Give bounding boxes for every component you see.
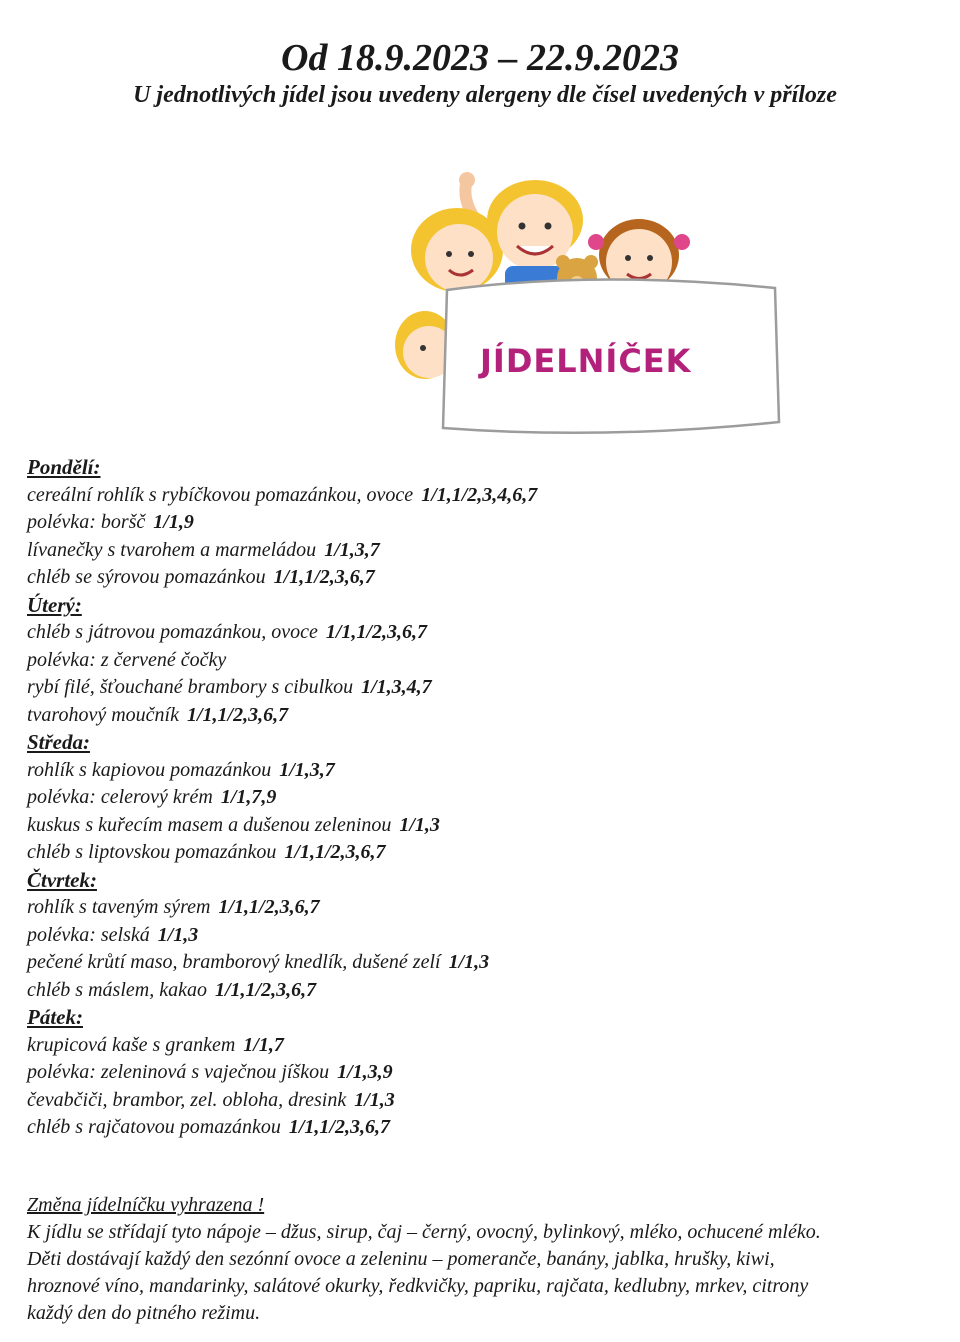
dish-name: cereální rohlík s rybíčkovou pomazánkou, ovoce (27, 483, 414, 506)
menu-item (27, 757, 537, 785)
allergen-codes: 1/1,1/2,3,6,7 (284, 841, 386, 863)
menu-item (27, 674, 537, 702)
dish-name: kuskus s kuřecím masem a dušenou zeleninou (27, 813, 392, 836)
allergen-codes: 1/1,3,7 (324, 538, 380, 561)
menu-item (27, 647, 537, 675)
dish-name: polévka: z červené čočky (27, 648, 227, 671)
menu-item (27, 812, 537, 840)
allergen-codes: 1/1,3,9 (337, 1061, 393, 1083)
dish-name: chléb s liptovskou pomazánkou (27, 841, 277, 863)
day-heading: Úterý: (27, 592, 82, 617)
page-title: Od 18.9.2023 – 22.9.2023 (281, 37, 679, 79)
allergen-codes: 1/1,3,7 (279, 758, 335, 781)
allergen-codes: 1/1,3,4,7 (361, 676, 432, 698)
dish-name: polévka: zeleninová s vaječnou jíškou (27, 1061, 330, 1083)
menu-item (27, 537, 537, 565)
footer-notes (27, 1192, 952, 1327)
day-heading: Středa: (27, 730, 90, 754)
allergen-codes: 1/1,7 (243, 1033, 284, 1056)
day-heading: Čtvrtek: (27, 867, 97, 892)
menu-item (27, 702, 537, 730)
menu-item (27, 482, 537, 510)
allergen-codes: 1/1,1/2,3,6,7 (325, 621, 427, 643)
allergen-codes: 1/1,3 (157, 923, 199, 946)
dish-name: polévka: selská (27, 923, 150, 946)
dish-name: tvarohový moučník (27, 703, 179, 726)
allergen-codes: 1/1,1/2,3,6,7 (186, 703, 289, 726)
menu-item (27, 1032, 537, 1060)
menu-item (27, 894, 537, 922)
menu-logo-illustration (395, 170, 785, 445)
menu-item (27, 839, 537, 867)
allergen-codes: 1/1,1/2,3,6,7 (273, 566, 375, 588)
menu-item (27, 949, 537, 977)
menu-item (27, 619, 537, 647)
allergen-codes: 1/1,3 (448, 951, 490, 973)
menu-item (27, 564, 537, 592)
allergen-codes: 1/1,9 (153, 511, 194, 533)
dish-name: polévka: celerový krém (27, 786, 213, 808)
menu-item (27, 977, 537, 1005)
day-heading: Pátek: (27, 1005, 83, 1029)
dish-name: chléb s játrovou pomazánkou, ovoce (27, 621, 318, 643)
allergen-codes: 1/1,1/2,3,6,7 (218, 896, 320, 918)
menu-item (27, 922, 537, 950)
dish-name: čevabčiči, brambor, zel. obloha, dresink (27, 1088, 347, 1111)
dish-name: rohlík s kapiovou pomazánkou (27, 758, 272, 781)
allergen-codes: 1/1,7,9 (220, 786, 277, 808)
menu-item (27, 509, 537, 537)
menu-item (27, 1087, 537, 1115)
dish-name: pečené krůtí maso, bramborový knedlík, dušené zelí (27, 951, 441, 973)
logo-text: JÍDELNÍČEK (480, 342, 692, 380)
dish-name: krupicová kaše s grankem (27, 1033, 236, 1056)
dish-name: chléb s rajčatovou pomazánkou (27, 1116, 281, 1138)
dish-name: chléb se sýrovou pomazánkou (27, 566, 266, 588)
footer-line: Děti dostávají každý den sezónní ovoce a zeleninu – pomeranče, banány, jablka, hrušky, kiwi, (27, 1248, 775, 1270)
allergen-codes: 1/1,1/2,3,4,6,7 (421, 483, 538, 506)
dish-name: polévka: boršč (27, 511, 146, 533)
footer-line: K jídlu se střídají tyto nápoje – džus, sirup, čaj – černý, ovocný, bylinkový, mléko, ochucené mléko. (27, 1221, 821, 1243)
dish-name: rybí filé, šťouchané brambory s cibulkou (27, 676, 354, 698)
menu-item (27, 1059, 537, 1087)
menu-change-notice: Změna jídelníčku vyhrazena ! (27, 1194, 265, 1216)
footer-line: každý den do pitného režimu. (27, 1302, 261, 1324)
footer-line: hroznové víno, mandarinky, salátové okurky, ředkvičky, papriku, rajčata, kedlubny, mrkev, citrony (27, 1275, 809, 1297)
allergen-codes: 1/1,1/2,3,6,7 (214, 978, 317, 1001)
dish-name: rohlík s taveným sýrem (27, 896, 211, 918)
menu-item (27, 1114, 537, 1142)
weekly-menu (27, 454, 537, 1142)
menu-item (27, 784, 537, 812)
page-subtitle: U jednotlivých jídel jsou uvedeny alergeny dle čísel uvedených v příloze (133, 82, 837, 108)
day-heading: Pondělí: (27, 455, 101, 479)
allergen-codes: 1/1,1/2,3,6,7 (288, 1116, 390, 1138)
dish-name: lívanečky s tvarohem a marmeládou (27, 538, 317, 561)
allergen-codes: 1/1,3 (354, 1088, 395, 1111)
allergen-codes: 1/1,3 (399, 813, 440, 836)
dish-name: chléb s máslem, kakao (27, 978, 207, 1001)
